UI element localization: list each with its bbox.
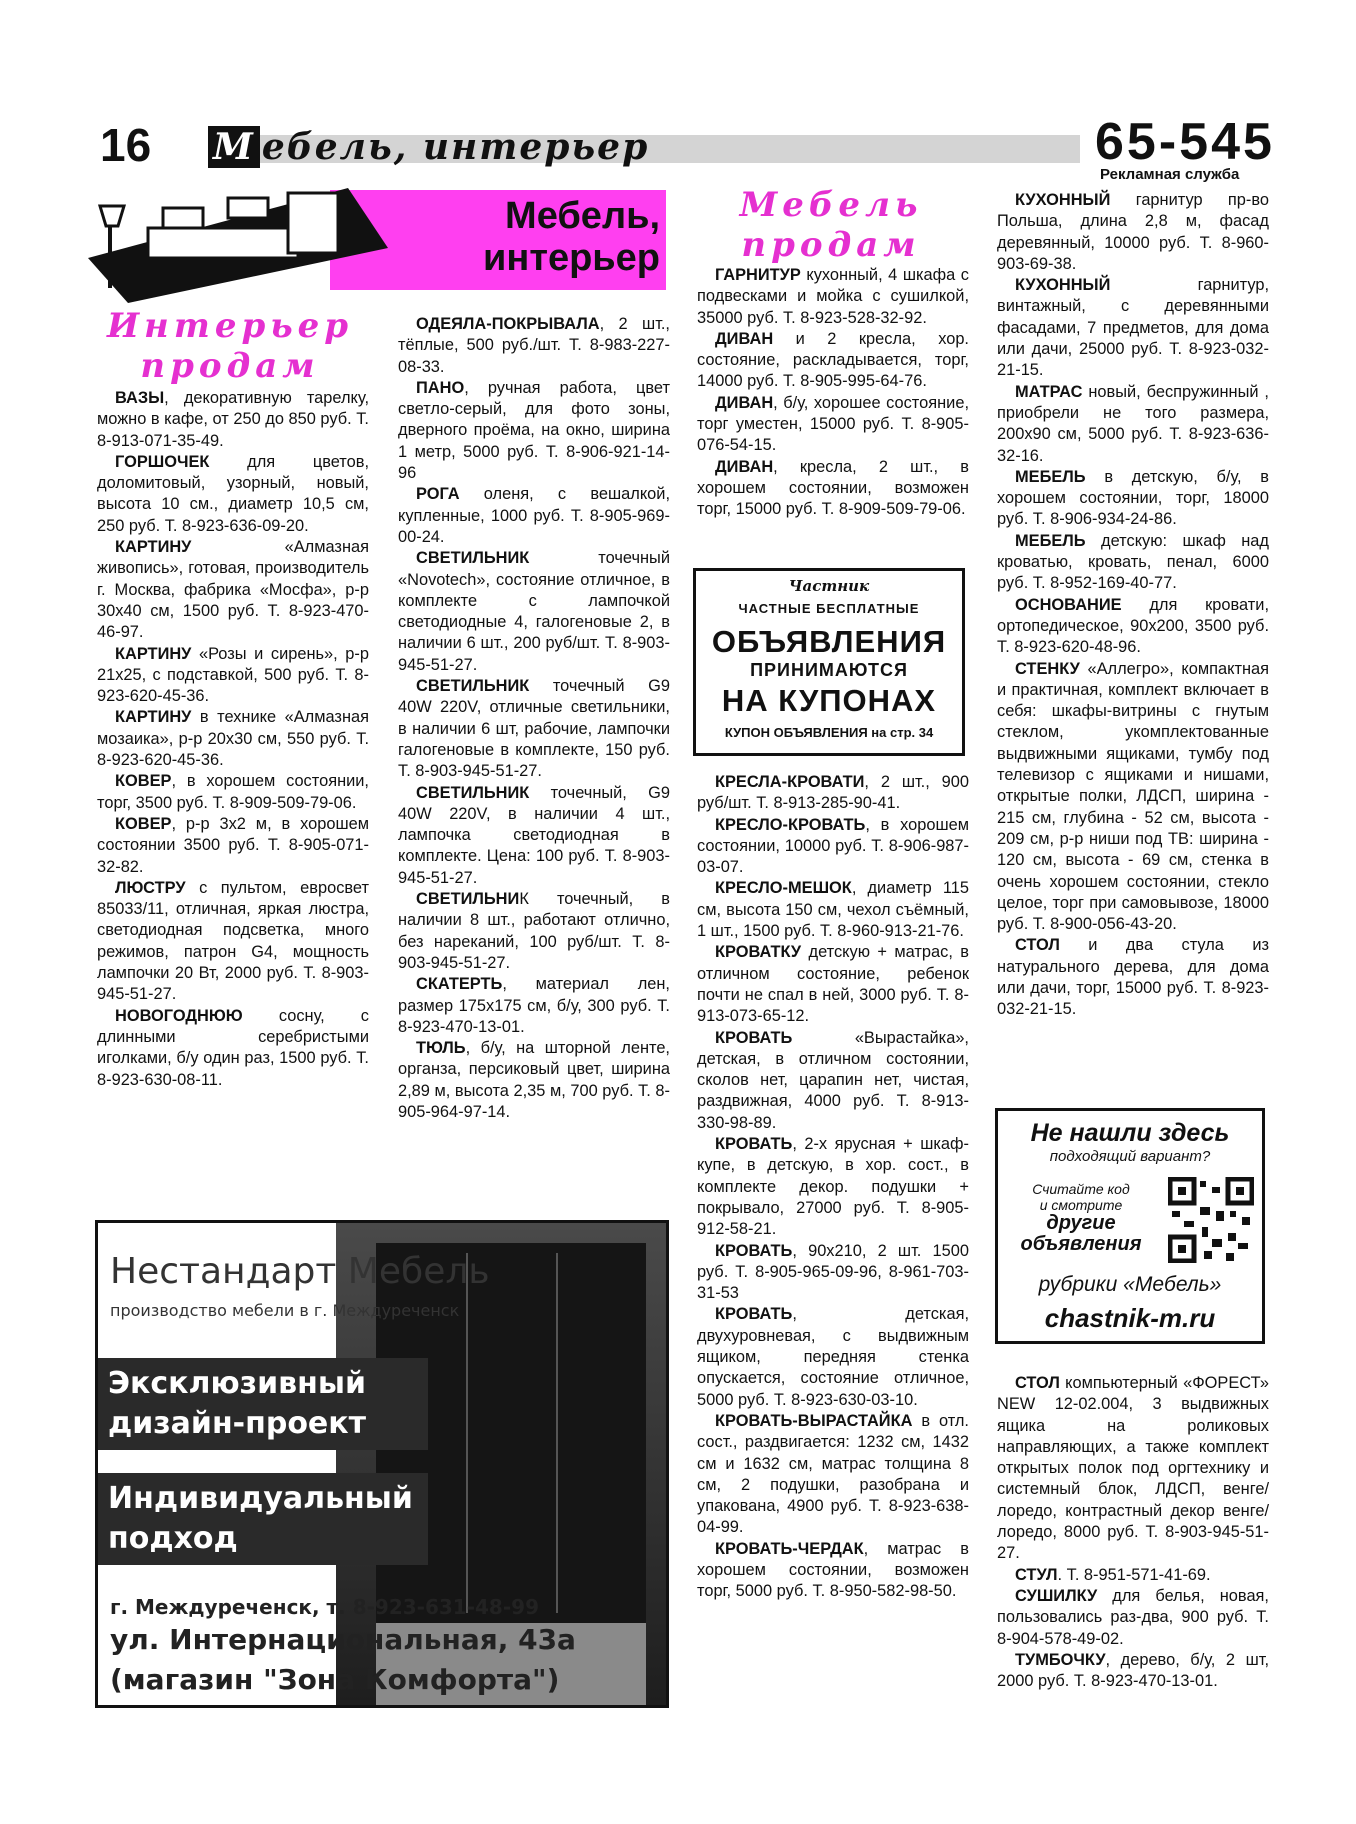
- ad-box-design: [98, 1358, 428, 1450]
- listing-text: «Алмазная живопись», готовая, производитель г. Москва, фабрика «Мосфа», р-р 30х40 см, 1500 руб. Т. 8-923-470-46-97.: [97, 538, 369, 642]
- qr-code-icon: [1168, 1177, 1254, 1263]
- listing-keyword: МЕБЕЛЬ: [1015, 467, 1086, 486]
- listing-text: , кресла, 2 шт., в хорошем состоянии, возможен торг, 15000 руб. Т. 8-909-509-79-06.: [697, 457, 969, 519]
- promo-line4: НА КУПОНАХ: [721, 683, 937, 718]
- listing-text: в детскую, б/у, в хорошем состоянии, торг, 18000 руб. Т. 8-906-934-24-86.: [997, 467, 1269, 529]
- listing-item: [697, 457, 969, 521]
- listing-item: [97, 707, 369, 771]
- listing-text: , 2-х ярусная + шкаф-купе, в детскую, в хор. сост., в комплекте декор. подушки + покрывало, 27000 руб. Т. 8-905-912-58-21.: [697, 1135, 969, 1239]
- listing-item: [697, 1241, 969, 1305]
- section-title-initial: М: [208, 126, 260, 168]
- ad-box2-line2: подход: [108, 1521, 238, 1556]
- listing-item: [997, 190, 1269, 275]
- banner-line2: интерьер: [483, 237, 660, 279]
- listing-item: [97, 814, 369, 878]
- ad-tagline: производство мебели в г. Междуреченск: [110, 1301, 460, 1320]
- listing-text: . Т. 8-951-571-41-69.: [1057, 1565, 1211, 1584]
- listing-item: [697, 772, 969, 815]
- listing-item: [997, 467, 1269, 531]
- listing-keyword: КРЕСЛО-МЕШОК: [715, 879, 852, 898]
- listing-keyword: ОСНОВАНИЕ: [1015, 595, 1122, 614]
- listing-keyword: СТУЛ: [1015, 1565, 1058, 1584]
- interior-heading-line1: Интерьер: [106, 306, 354, 346]
- listing-item: [97, 644, 369, 708]
- listing-item: [97, 1006, 369, 1091]
- listing-item: [97, 878, 369, 1006]
- column-2: [398, 314, 670, 1123]
- listing-keyword: КОВЕР: [115, 772, 172, 791]
- listing-keyword: НОВОГОДНЮЮ: [115, 1006, 243, 1025]
- listing-item: [398, 378, 670, 484]
- listing-keyword: СКАТЕРТЬ: [416, 975, 503, 994]
- listing-keyword: КУХОННЫЙ: [1015, 191, 1111, 209]
- listing-item: [398, 974, 670, 1038]
- section-title: [208, 126, 649, 168]
- listing-text: и 2 кресла, хор. состояние, раскладывается, торг, 14000 руб. Т. 8-905-995-64-76.: [697, 329, 969, 391]
- listing-item: [398, 314, 670, 378]
- listing-text: с пультом, евросвет 85033/11, отличная, яркая люстра, светодиодная подсветка, много режимов, патрон G4, мощность лампочки 20 Вт, 2000 руб. Т. 8-903-945-51-27.: [97, 878, 369, 1004]
- nf-rubric: рубрики «Мебель»: [1038, 1273, 1222, 1296]
- listing-text: , дерево, б/у, 2 шт, 2000 руб. Т. 8-923-470-13-01.: [997, 1650, 1269, 1691]
- listing-keyword: РОГА: [416, 485, 460, 504]
- listing-keyword: КАРТИНУ: [115, 708, 192, 727]
- listing-keyword: КРОВАТЬ-ВЫРАСТАЙКА: [715, 1411, 913, 1430]
- listing-keyword: СВЕТИЛЬНИК: [416, 783, 530, 802]
- nf-big2: объявления: [1020, 1233, 1142, 1255]
- promo-line2: ОБЪЯВЛЕНИЯ: [711, 624, 947, 659]
- listing-item: [97, 771, 369, 814]
- listing-keyword: СВЕТИЛЬНИК: [416, 549, 530, 568]
- listing-keyword: ЛЮСТРУ: [115, 878, 186, 897]
- listing-keyword: ГОРШОЧЕК: [115, 452, 210, 471]
- listing-item: [398, 548, 670, 676]
- listing-text: кухонный, 4 шкафа с подвесками и мойка с сушилкой, 35000 руб. Т. 8-923-528-32-92.: [697, 266, 969, 327]
- listing-text: новый, беспружинный , приобрели не того размера, 200х90 см, 5000 руб. Т. 8-923-636-32-16.: [997, 382, 1269, 465]
- nf-big1: другие: [1046, 1212, 1116, 1234]
- column-3-bottom: [697, 772, 969, 1603]
- listing-text: «Вырастайка», детская, в отличном состоянии, сколов нет, царапин нет, чистая, раздвижная, 4000 руб. Т. 8-913-330-98-89.: [697, 1028, 969, 1132]
- coupon-promo: [693, 568, 965, 756]
- listing-item: [997, 935, 1269, 1020]
- listing-text: , детская, двухуровневая, с выдвижным ящиком, передняя стенка опускается, состояние отличное, 5000 руб. Т. 8-923-630-03-10.: [697, 1305, 969, 1409]
- section-title-text: ебель, интерьер: [261, 126, 650, 168]
- listing-item: [697, 329, 969, 393]
- listing-text: оленя, с вешалкой, купленные, 1000 руб. Т. 8-905-969-00-24.: [398, 485, 670, 546]
- listing-item: [398, 484, 670, 548]
- promo-line1: ЧАСТНЫЕ БЕСПЛАТНЫЕ: [738, 601, 920, 616]
- listing-keyword: МЕБЕЛЬ: [1015, 531, 1086, 550]
- listing-item: [97, 452, 369, 537]
- listing-text: , в хорошем состоянии, 10000 руб. Т. 8-906-987-03-07.: [697, 815, 969, 877]
- ad-box2-line1: Индивидуальный: [108, 1481, 413, 1516]
- listing-text: , диаметр 115 см, высота 150 см, чехол съёмный, 1 шт., 1500 руб. Т. 8-960-913-21-76.: [697, 879, 969, 941]
- listing-item: [997, 1373, 1269, 1565]
- ad-box1-line1: Эксклюзивный: [108, 1366, 366, 1401]
- listing-text: гарнитур пр-во Польша, длина 2,8 м, фасад деревянный, 10000 руб. Т. 8-960-903-69-38.: [997, 191, 1269, 273]
- listing-text: для цветов, доломитовый, узорный, новый, высота 10 см., диаметр 10,5 см, 250 руб. Т. 8-923-636-09-20.: [97, 452, 369, 535]
- nf-subtitle: подходящий вариант?: [1049, 1148, 1211, 1165]
- listing-item: [997, 659, 1269, 936]
- listing-text: , 2 шт., тёплые, 500 руб./шт. Т. 8-983-227-08-33.: [398, 315, 670, 376]
- listing-keyword: КРОВАТЬ-ЧЕРДАК: [715, 1539, 864, 1558]
- listing-text: «Аллегро», компактная и практичная, комплект включает в себя: шкафы-витрины с гнутым стеклом, укомплектованные выдвижными ящиками, тумбу под телевизор с ящиками и нишами, открытые полки, ЛДСП, ширина - 215 см, глубина - 52 см, высота - 209 см, р-р ниши под ТВ: ширина - 120 см, высота - 69 см, стенка в очень хорошем состоянии, стекло целое, торг при самовывозе, 18000 руб. Т. 8-900-056-43-20.: [997, 659, 1269, 934]
- listing-text: , 90х210, 2 шт. 1500 руб. Т. 8-905-965-09-96, 8-961-703-31-53: [697, 1241, 969, 1303]
- listing-item: [697, 393, 969, 457]
- ad-box1-line2: дизайн-проект: [108, 1406, 367, 1441]
- listing-text: детскую + матрас, в отличном состояние, ребенок почти не спал в ней, 3000 руб. Т. 8-913-073-65-12.: [697, 943, 969, 1026]
- listing-keyword: СТЕНКУ: [1015, 659, 1080, 678]
- header-phone: 65-545: [1095, 113, 1275, 171]
- nf-qr-line1: Считайте код: [1032, 1181, 1130, 1197]
- listing-text: , ручная работа, цвет светло-серый, для фото зоны, дверного проёма, на окно, ширина 1 метр, 5000 руб. Т. 8-906-921-14-96: [398, 378, 670, 483]
- not-found-box: [995, 1108, 1265, 1344]
- listing-keyword: КРОВАТКУ: [715, 943, 802, 962]
- listing-item: [997, 1650, 1269, 1693]
- listing-item: [697, 1539, 969, 1603]
- listing-keyword: КАРТИНУ: [115, 644, 192, 663]
- listing-keyword: КРОВАТЬ: [715, 1135, 793, 1154]
- furniture-heading-line2: продам: [741, 225, 921, 265]
- header-service: Рекламная служба: [1100, 166, 1240, 183]
- listing-item: [997, 275, 1269, 381]
- listing-item: [697, 878, 969, 942]
- ad-address: ул. Интернациональная, 43а: [110, 1623, 576, 1656]
- column-1: [97, 388, 369, 1091]
- listing-item: [697, 1411, 969, 1539]
- listing-keyword: ТУМБОЧКУ: [1015, 1650, 1106, 1669]
- listing-item: [398, 783, 670, 889]
- listing-text: , в хорошем состоянии, торг, 3500 руб. Т. 8-909-509-79-06.: [97, 772, 369, 812]
- listing-item: [398, 1038, 670, 1123]
- listing-text: точечный «Novotech», состояние отличное, в комплекте с лампочкой светодиодные 4, галогеновые 2, в наличии 6 шт., 200 руб/шт. Т. 8-903-945-51-27.: [398, 549, 670, 674]
- listing-text: , материал лен, размер 175х175 см, б/у, 300 руб. Т. 8-923-470-13-01.: [398, 975, 670, 1036]
- listing-text: сосну, с длинными серебристыми иголками, б/у один раз, 1500 руб. Т. 8-923-630-08-11.: [97, 1006, 369, 1089]
- nf-qr-line2: и смотрите: [1039, 1197, 1123, 1213]
- listing-keyword: ДИВАН: [715, 393, 774, 412]
- promo-footer: КУПОН ОБЪЯВЛЕНИЯ на стр. 34: [724, 725, 934, 740]
- ad-box-approach: [98, 1473, 428, 1565]
- listing-text: К точечный, в наличии 8 шт., работают отлично, без нареканий, 100 руб/шт. Т. 8-903-945-51-27.: [398, 890, 670, 972]
- listing-text: , б/у, хорошее состояние, торг уместен, 15000 руб. Т. 8-905-076-54-15.: [697, 393, 969, 455]
- listing-text: точечный G9 40W 220V, отличные светильники, в наличии 6 шт, рабочие, лампочки галогеновые в комплекте, 150 руб. Т. 8-903-945-51-27.: [398, 677, 670, 781]
- ad-contact: г. Междуреченск, т. 8-923-631-48-99: [110, 1595, 539, 1619]
- listing-text: компьютерный «ФОРЕСТ» NEW 12-02.004, 3 выдвижных ящика на роликовых направляющих, а также комплект открытых полок под оргтехнику и системный блок, ЛДСП, венге/лоредо, контрастный декор венге/лоредо, 8000 руб. Т. 8-903-945-51-27.: [997, 1374, 1269, 1563]
- listing-keyword: КРОВАТЬ: [715, 1305, 793, 1324]
- column-4-bottom: [997, 1373, 1269, 1692]
- listing-item: [697, 1304, 969, 1410]
- listing-keyword: СУШИЛКУ: [1015, 1586, 1098, 1605]
- listing-text: , матрас в хорошем состоянии, возможен торг, 5000 руб. Т. 8-950-582-98-50.: [697, 1539, 969, 1601]
- nf-site: chastnik-m.ru: [1044, 1303, 1216, 1333]
- listing-text: , декоративную тарелку, можно в кафе, от 250 до 850 руб. Т. 8-913-071-35-49.: [97, 389, 369, 450]
- ad-store: (магазин "Зона Комфорта"): [110, 1663, 560, 1696]
- listing-keyword: ДИВАН: [715, 457, 774, 476]
- advertisement: [95, 1220, 669, 1708]
- listing-item: [697, 265, 969, 329]
- furniture-heading: [700, 185, 962, 265]
- listing-keyword: КРЕСЛО-КРОВАТЬ: [715, 815, 866, 834]
- interior-heading: [100, 306, 360, 386]
- listing-keyword: СТОЛ: [1015, 1374, 1060, 1392]
- listing-keyword: МАТРАС: [1015, 382, 1083, 401]
- ad-brand: Нестандарт Мебель: [110, 1251, 490, 1292]
- listing-keyword: КРОВАТЬ: [715, 1028, 793, 1047]
- column-4-top: [997, 190, 1269, 1021]
- listing-keyword: ОДЕЯЛА-ПОКРЫВАЛА: [416, 315, 600, 333]
- listing-item: [97, 388, 369, 452]
- listing-text: , б/у, на шторной ленте, органза, персиковый цвет, ширина 2,89 м, высота 2,35 м, 700 руб. Т. 8-905-964-97-14.: [398, 1039, 670, 1121]
- listing-item: [997, 531, 1269, 595]
- listing-keyword: КОВЕР: [115, 814, 172, 833]
- promo-brand: Частник: [788, 577, 870, 595]
- listing-item: [697, 815, 969, 879]
- banner-line1: Мебель,: [505, 195, 660, 237]
- listing-keyword: ДИВАН: [715, 329, 774, 348]
- listing-keyword: КАРТИНУ: [115, 538, 192, 557]
- listing-item: [697, 1028, 969, 1134]
- listing-item: [997, 382, 1269, 467]
- listing-keyword: КРЕСЛА-КРОВАТИ: [715, 773, 865, 791]
- listing-keyword: КУХОННЫЙ: [1015, 276, 1111, 295]
- listing-text: для белья, новая, пользовались раз-два, 900 руб. Т. 8-904-578-49-02.: [997, 1586, 1269, 1648]
- listing-item: [697, 1134, 969, 1240]
- listing-keyword: КРОВАТЬ: [715, 1241, 793, 1260]
- listing-text: в технике «Алмазная мозаика», р-р 20х30 см, 550 руб. Т. 8-923-620-45-36.: [97, 708, 369, 770]
- listing-item: [997, 1565, 1269, 1586]
- listing-keyword: СВЕТИЛЬНИК: [416, 677, 530, 696]
- listing-item: [997, 1586, 1269, 1650]
- listing-text: в отл. сост., раздвигается: 1232 см, 1432 см и 1632 см, матрас толщина 8 см, 2 подушки, разобрана и упакована, 4900 руб. Т. 8-923-638-04-99.: [697, 1411, 969, 1537]
- listing-keyword: СТОЛ: [1015, 936, 1060, 955]
- listing-item: [97, 537, 369, 643]
- listing-keyword: ТЮЛЬ: [416, 1039, 466, 1058]
- listing-text: , р-р 3х2 м, в хорошем состоянии 3500 руб. Т. 8-905-071-32-82.: [97, 814, 369, 876]
- listing-text: «Розы и сирень», р-р 21х25, с подставкой, 500 руб. Т. 8-923-620-45-36.: [97, 644, 369, 706]
- listing-text: и два стула из натурального дерева, для дома или дачи, торг, 15000 руб. Т. 8-923-032-21-15.: [997, 936, 1269, 1019]
- furniture-heading-line1: Мебель: [739, 185, 923, 225]
- interior-heading-line2: продам: [140, 346, 320, 386]
- listing-keyword: СВЕТИЛЬНИ: [416, 890, 520, 909]
- listing-text: детскую: шкаф над кроватью, кровать, пенал, 6000 руб. Т. 8-952-169-40-77.: [997, 531, 1269, 593]
- listing-text: , 2 шт., 900 руб/шт. Т. 8-913-285-90-41.: [697, 773, 969, 813]
- page-number: 16: [100, 119, 152, 171]
- listing-item: [398, 676, 670, 782]
- listing-keyword: ГАРНИТУР: [715, 266, 801, 284]
- listing-item: [697, 942, 969, 1027]
- listing-text: для кровати, ортопедическое, 90х200, 3500 руб. Т. 8-923-620-48-96.: [997, 595, 1269, 657]
- listing-text: точечный, G9 40W 220V, в наличии 4 шт., лампочка светодиодная в комплекте. Цена: 100 руб. Т. 8-903-945-51-27.: [398, 783, 670, 887]
- listing-item: [997, 595, 1269, 659]
- nf-title: Не нашли здесь: [1030, 1119, 1230, 1147]
- promo-line3: ПРИНИМАЮТСЯ: [750, 660, 908, 680]
- listing-keyword: ВАЗЫ: [115, 389, 165, 407]
- listing-text: гарнитур, винтажный, с деревянными фасадами, 7 предметов, для дома или дачи, 25000 руб. Т. 8-923-032-21-15.: [997, 276, 1269, 380]
- column-3-top: [697, 265, 969, 521]
- listing-keyword: ПАНО: [416, 378, 465, 397]
- banner-title: [470, 195, 660, 279]
- furniture-icon: [88, 188, 388, 303]
- listing-item: [398, 889, 670, 974]
